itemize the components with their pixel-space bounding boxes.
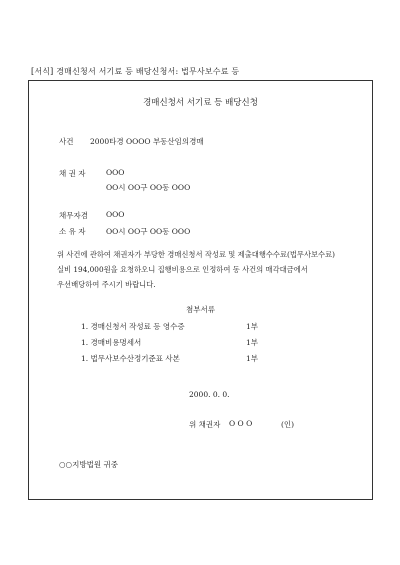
application-date: 2000. 0. 0. xyxy=(189,390,230,399)
creditor-label: 채 권 자 xyxy=(59,169,86,178)
court-recipient: ○○지방법원 귀중 xyxy=(59,460,118,469)
signature-name: O O O xyxy=(229,419,253,428)
seal-mark: (인) xyxy=(281,420,295,429)
attachment-item-count: 1부 xyxy=(246,322,259,331)
attachment-item-count: 1부 xyxy=(246,338,259,347)
header-note: [서식] 경매신청서 서기료 등 배당신청서: 법무사보수료 등 xyxy=(31,67,240,76)
attachment-item-name: 1. 경매신청서 작성료 등 영수증 xyxy=(81,322,185,331)
creditor-name: OOO xyxy=(106,168,125,177)
creditor-address: OO시 OO구 OO동 OOO xyxy=(106,183,191,192)
case-label: 사건 xyxy=(59,137,74,146)
application-form xyxy=(28,80,373,500)
debtor-label: 채무자겸 xyxy=(59,211,88,220)
owner-address: OO시 OO구 OO동 OOO xyxy=(106,227,191,236)
owner-label: 소 유 자 xyxy=(59,227,86,236)
case-value: 2000타경 OOOO 부동산임의경매 xyxy=(90,137,204,146)
attachments-title: 첨부서류 xyxy=(186,305,215,314)
attachment-item-name: 1. 경매비용명세서 xyxy=(81,338,142,347)
request-body-text: 위 사건에 관하여 채권자가 부당한 경매신청서 작성료 및 제출대행수수료(법무사보수료) 실비 194,000원을 요청하오니 집행비용으로 인정하여 동 사건의 매각대금에서 우선배당하여 주시기 바랍니다. xyxy=(57,250,336,289)
form-title: 경매신청서 서기료 등 배당신청 xyxy=(143,98,258,108)
signature-label: 위 채권자 xyxy=(189,420,221,429)
attachment-item-name: 1. 법무사보수산정기준표 사본 xyxy=(81,354,180,363)
debtor-name: OOO xyxy=(106,210,125,219)
attachment-item-count: 1부 xyxy=(246,354,259,363)
